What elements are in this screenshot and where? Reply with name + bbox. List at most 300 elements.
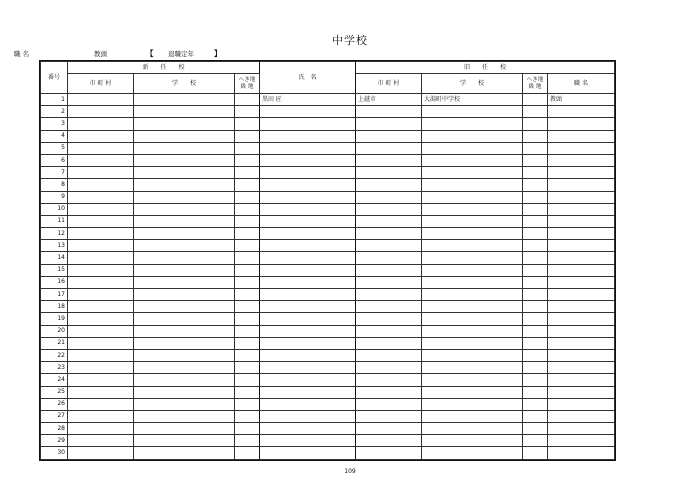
- personnel-table: [40, 61, 615, 460]
- old-school-cell: [422, 374, 523, 386]
- old-school-cell: [422, 435, 523, 447]
- name-cell: [260, 215, 356, 227]
- row-number: 8: [41, 179, 68, 191]
- old-school-cell: [422, 398, 523, 410]
- old-municipality-cell: [356, 435, 422, 447]
- row-number: 27: [41, 410, 68, 422]
- name-cell: [260, 362, 356, 374]
- old-remote-area-cell: [523, 410, 548, 422]
- position-cell: [548, 215, 615, 227]
- table-row: [41, 118, 615, 130]
- position-cell: [548, 179, 615, 191]
- new-remote-area-cell: [235, 398, 260, 410]
- old-municipality-cell: [356, 410, 422, 422]
- position-cell: [548, 301, 615, 313]
- old-school-cell: [422, 423, 523, 435]
- new-municipality-cell: [68, 179, 134, 191]
- old-municipality-cell: [356, 191, 422, 203]
- old-remote-area-cell: [523, 264, 548, 276]
- row-number: 11: [41, 215, 68, 227]
- old-municipality-cell: [356, 289, 422, 301]
- name-cell: [260, 264, 356, 276]
- new-school-cell: [134, 179, 235, 191]
- new-school-cell: [134, 203, 235, 215]
- new-municipality-cell: [68, 118, 134, 130]
- bracket-open: 【: [146, 49, 154, 58]
- old-municipality-cell: [356, 228, 422, 240]
- name-cell: [260, 118, 356, 130]
- header-name: 氏 名: [260, 62, 356, 94]
- new-school-cell: [134, 142, 235, 154]
- row-number: 1: [41, 94, 68, 106]
- name-cell: [260, 386, 356, 398]
- old-remote-area-cell: [523, 374, 548, 386]
- row-number: 19: [41, 313, 68, 325]
- old-school-cell: [422, 362, 523, 374]
- position-cell: [548, 289, 615, 301]
- old-municipality-cell: [356, 252, 422, 264]
- old-municipality-cell: [356, 203, 422, 215]
- old-school-cell: [422, 264, 523, 276]
- row-number: 9: [41, 191, 68, 203]
- name-cell: [260, 410, 356, 422]
- new-school-cell: [134, 325, 235, 337]
- new-remote-area-cell: [235, 106, 260, 118]
- new-remote-area-cell: [235, 301, 260, 313]
- new-municipality-cell: [68, 240, 134, 252]
- table-row: [41, 252, 615, 264]
- table-row: [41, 447, 615, 459]
- table-row: [41, 142, 615, 154]
- position-cell: [548, 228, 615, 240]
- new-municipality-cell: [68, 154, 134, 166]
- new-school-cell: [134, 228, 235, 240]
- old-school-cell: [422, 167, 523, 179]
- new-remote-area-cell: [235, 410, 260, 422]
- old-municipality-cell: [356, 447, 422, 459]
- page-number: 109: [344, 468, 356, 475]
- row-number: 3: [41, 118, 68, 130]
- row-number: 15: [41, 264, 68, 276]
- new-remote-area-cell: [235, 154, 260, 166]
- new-school-cell: [134, 362, 235, 374]
- new-school-cell: [134, 252, 235, 264]
- new-remote-area-cell: [235, 118, 260, 130]
- new-school-cell: [134, 154, 235, 166]
- old-remote-area-cell: [523, 276, 548, 288]
- new-municipality-cell: [68, 264, 134, 276]
- old-school-cell: [422, 118, 523, 130]
- new-municipality-cell: [68, 167, 134, 179]
- old-remote-area-cell: [523, 240, 548, 252]
- new-municipality-cell: [68, 106, 134, 118]
- table-row: [41, 154, 615, 166]
- new-municipality-cell: [68, 435, 134, 447]
- new-municipality-cell: [68, 337, 134, 349]
- old-municipality-cell: [356, 215, 422, 227]
- new-municipality-cell: [68, 289, 134, 301]
- new-school-cell: [134, 435, 235, 447]
- new-remote-area-cell: [235, 374, 260, 386]
- name-cell: 黒田 匠: [260, 94, 356, 106]
- position-cell: [548, 264, 615, 276]
- new-remote-area-cell: [235, 447, 260, 459]
- old-school-cell: [422, 154, 523, 166]
- new-remote-area-cell: [235, 191, 260, 203]
- row-number: 25: [41, 386, 68, 398]
- old-school-cell: [422, 301, 523, 313]
- new-municipality-cell: [68, 423, 134, 435]
- name-cell: [260, 252, 356, 264]
- old-remote-area-cell: [523, 301, 548, 313]
- old-municipality-cell: [356, 398, 422, 410]
- reason-value: 退職定年: [168, 50, 194, 58]
- old-municipality-cell: [356, 313, 422, 325]
- new-remote-area-cell: [235, 325, 260, 337]
- new-school-cell: [134, 289, 235, 301]
- header-old-school: 学 校: [422, 74, 523, 94]
- position-cell: [548, 203, 615, 215]
- new-school-cell: [134, 215, 235, 227]
- row-number: 4: [41, 130, 68, 142]
- old-remote-area-cell: [523, 289, 548, 301]
- new-school-cell: [134, 118, 235, 130]
- old-remote-area-cell: [523, 179, 548, 191]
- new-school-cell: [134, 423, 235, 435]
- table-row: [41, 386, 615, 398]
- name-cell: [260, 349, 356, 361]
- new-remote-area-cell: [235, 130, 260, 142]
- row-number: 17: [41, 289, 68, 301]
- page-title: 中学校: [332, 34, 368, 47]
- old-municipality-cell: [356, 423, 422, 435]
- old-remote-area-cell: [523, 337, 548, 349]
- header-old-remote-area: へき地 級 地: [523, 74, 548, 94]
- table-row: [41, 435, 615, 447]
- name-cell: [260, 167, 356, 179]
- name-cell: [260, 398, 356, 410]
- name-cell: [260, 435, 356, 447]
- table-row: [41, 301, 615, 313]
- old-municipality-cell: [356, 118, 422, 130]
- position-value: 教頭: [94, 50, 107, 58]
- new-municipality-cell: [68, 362, 134, 374]
- position-cell: [548, 240, 615, 252]
- old-municipality-cell: [356, 264, 422, 276]
- old-municipality-cell: [356, 130, 422, 142]
- old-school-cell: [422, 410, 523, 422]
- old-school-cell: [422, 203, 523, 215]
- row-number: 30: [41, 447, 68, 459]
- old-municipality-cell: [356, 337, 422, 349]
- new-remote-area-cell: [235, 264, 260, 276]
- table-row: [41, 215, 615, 227]
- header-new-remote-area: へき地 級 地: [235, 74, 260, 94]
- new-remote-area-cell: [235, 203, 260, 215]
- header-old-school-group: 旧 任 校: [356, 62, 615, 74]
- new-school-cell: [134, 264, 235, 276]
- new-municipality-cell: [68, 410, 134, 422]
- new-remote-area-cell: [235, 423, 260, 435]
- new-remote-area-cell: [235, 386, 260, 398]
- table-row: [41, 410, 615, 422]
- name-cell: [260, 228, 356, 240]
- new-school-cell: [134, 349, 235, 361]
- position-cell: [548, 337, 615, 349]
- old-municipality-cell: [356, 386, 422, 398]
- table-row: [41, 94, 615, 106]
- new-municipality-cell: [68, 191, 134, 203]
- new-municipality-cell: [68, 313, 134, 325]
- position-cell: [548, 374, 615, 386]
- table-row: [41, 325, 615, 337]
- row-number: 7: [41, 167, 68, 179]
- old-school-cell: [422, 325, 523, 337]
- row-number: 13: [41, 240, 68, 252]
- old-remote-area-cell: [523, 386, 548, 398]
- position-cell: [548, 252, 615, 264]
- old-municipality-cell: [356, 362, 422, 374]
- old-remote-area-cell: [523, 349, 548, 361]
- new-school-cell: [134, 276, 235, 288]
- table-row: [41, 264, 615, 276]
- new-remote-area-cell: [235, 228, 260, 240]
- row-number: 20: [41, 325, 68, 337]
- header-position: 職 名: [548, 74, 615, 94]
- new-municipality-cell: [68, 203, 134, 215]
- old-remote-area-cell: [523, 398, 548, 410]
- old-remote-area-cell: [523, 130, 548, 142]
- old-municipality-cell: [356, 374, 422, 386]
- new-school-cell: [134, 337, 235, 349]
- info-line: [14, 48, 614, 60]
- new-remote-area-cell: [235, 167, 260, 179]
- position-cell: [548, 154, 615, 166]
- new-municipality-cell: [68, 386, 134, 398]
- new-remote-area-cell: [235, 435, 260, 447]
- row-number: 10: [41, 203, 68, 215]
- new-municipality-cell: [68, 301, 134, 313]
- new-school-cell: [134, 94, 235, 106]
- old-school-cell: [422, 447, 523, 459]
- table-row: [41, 423, 615, 435]
- new-municipality-cell: [68, 94, 134, 106]
- old-municipality-cell: [356, 106, 422, 118]
- old-school-cell: [422, 215, 523, 227]
- new-remote-area-cell: [235, 179, 260, 191]
- name-cell: [260, 423, 356, 435]
- name-cell: [260, 301, 356, 313]
- old-remote-area-cell: [523, 435, 548, 447]
- name-cell: [260, 374, 356, 386]
- new-remote-area-cell: [235, 240, 260, 252]
- new-municipality-cell: [68, 215, 134, 227]
- row-number: 21: [41, 337, 68, 349]
- name-cell: [260, 191, 356, 203]
- position-cell: [548, 410, 615, 422]
- position-cell: [548, 106, 615, 118]
- old-school-cell: [422, 276, 523, 288]
- row-number: 5: [41, 142, 68, 154]
- table-row: [41, 203, 615, 215]
- old-municipality-cell: 上越市: [356, 94, 422, 106]
- position-cell: 教頭: [548, 94, 615, 106]
- row-number: 26: [41, 398, 68, 410]
- position-cell: [548, 118, 615, 130]
- position-cell: [548, 191, 615, 203]
- row-number: 6: [41, 154, 68, 166]
- name-cell: [260, 154, 356, 166]
- new-municipality-cell: [68, 325, 134, 337]
- new-school-cell: [134, 386, 235, 398]
- new-municipality-cell: [68, 447, 134, 459]
- bracket-close: 】: [214, 49, 222, 58]
- row-number: 16: [41, 276, 68, 288]
- table-row: [41, 313, 615, 325]
- new-remote-area-cell: [235, 313, 260, 325]
- table-row: [41, 289, 615, 301]
- position-cell: [548, 349, 615, 361]
- name-cell: [260, 447, 356, 459]
- header-row-group: [41, 62, 615, 74]
- position-cell: [548, 423, 615, 435]
- old-remote-area-cell: [523, 313, 548, 325]
- new-remote-area-cell: [235, 142, 260, 154]
- old-school-cell: [422, 142, 523, 154]
- old-municipality-cell: [356, 276, 422, 288]
- name-cell: [260, 179, 356, 191]
- row-number: 24: [41, 374, 68, 386]
- old-school-cell: [422, 228, 523, 240]
- table-row: [41, 179, 615, 191]
- old-municipality-cell: [356, 240, 422, 252]
- old-remote-area-cell: [523, 94, 548, 106]
- name-cell: [260, 325, 356, 337]
- new-school-cell: [134, 106, 235, 118]
- name-cell: [260, 203, 356, 215]
- old-remote-area-cell: [523, 325, 548, 337]
- position-cell: [548, 325, 615, 337]
- table-row: [41, 130, 615, 142]
- old-municipality-cell: [356, 167, 422, 179]
- row-number: 12: [41, 228, 68, 240]
- new-municipality-cell: [68, 142, 134, 154]
- old-remote-area-cell: [523, 118, 548, 130]
- new-remote-area-cell: [235, 276, 260, 288]
- old-remote-area-cell: [523, 252, 548, 264]
- position-cell: [548, 130, 615, 142]
- name-cell: [260, 289, 356, 301]
- new-school-cell: [134, 313, 235, 325]
- old-remote-area-cell: [523, 447, 548, 459]
- old-school-cell: [422, 386, 523, 398]
- old-school-cell: [422, 337, 523, 349]
- row-number: 14: [41, 252, 68, 264]
- header-new-school-group: 新 任 校: [68, 62, 260, 74]
- old-municipality-cell: [356, 349, 422, 361]
- old-remote-area-cell: [523, 191, 548, 203]
- table-row: [41, 362, 615, 374]
- row-number: 28: [41, 423, 68, 435]
- table-row: [41, 228, 615, 240]
- header-new-municipality: 市 町 村: [68, 74, 134, 94]
- old-remote-area-cell: [523, 167, 548, 179]
- position-cell: [548, 362, 615, 374]
- new-school-cell: [134, 301, 235, 313]
- new-municipality-cell: [68, 398, 134, 410]
- position-cell: [548, 167, 615, 179]
- new-remote-area-cell: [235, 349, 260, 361]
- new-school-cell: [134, 130, 235, 142]
- old-remote-area-cell: [523, 362, 548, 374]
- table-row: [41, 276, 615, 288]
- name-cell: [260, 240, 356, 252]
- old-remote-area-cell: [523, 203, 548, 215]
- new-school-cell: [134, 447, 235, 459]
- table-row: [41, 398, 615, 410]
- old-school-cell: [422, 179, 523, 191]
- name-cell: [260, 313, 356, 325]
- old-municipality-cell: [356, 301, 422, 313]
- old-remote-area-cell: [523, 215, 548, 227]
- old-school-cell: [422, 240, 523, 252]
- name-cell: [260, 106, 356, 118]
- position-cell: [548, 398, 615, 410]
- table-row: [41, 191, 615, 203]
- new-school-cell: [134, 398, 235, 410]
- old-school-cell: [422, 252, 523, 264]
- row-number: 2: [41, 106, 68, 118]
- new-municipality-cell: [68, 276, 134, 288]
- old-municipality-cell: [356, 142, 422, 154]
- row-number: 22: [41, 349, 68, 361]
- position-cell: [548, 142, 615, 154]
- new-municipality-cell: [68, 349, 134, 361]
- name-cell: [260, 130, 356, 142]
- new-remote-area-cell: [235, 252, 260, 264]
- old-school-cell: [422, 106, 523, 118]
- old-school-cell: 大潟町中学校: [422, 94, 523, 106]
- old-remote-area-cell: [523, 106, 548, 118]
- row-number: 18: [41, 301, 68, 313]
- new-municipality-cell: [68, 252, 134, 264]
- table-row: [41, 167, 615, 179]
- header-old-municipality: 市 町 村: [356, 74, 422, 94]
- new-school-cell: [134, 191, 235, 203]
- table-row: [41, 337, 615, 349]
- old-school-cell: [422, 130, 523, 142]
- table-row: [41, 106, 615, 118]
- position-cell: [548, 447, 615, 459]
- name-cell: [260, 142, 356, 154]
- new-remote-area-cell: [235, 337, 260, 349]
- old-school-cell: [422, 349, 523, 361]
- name-cell: [260, 276, 356, 288]
- position-cell: [548, 435, 615, 447]
- new-remote-area-cell: [235, 362, 260, 374]
- old-remote-area-cell: [523, 423, 548, 435]
- old-remote-area-cell: [523, 154, 548, 166]
- table-row: [41, 240, 615, 252]
- old-remote-area-cell: [523, 142, 548, 154]
- position-cell: [548, 276, 615, 288]
- new-municipality-cell: [68, 130, 134, 142]
- row-number: 29: [41, 435, 68, 447]
- old-municipality-cell: [356, 325, 422, 337]
- new-municipality-cell: [68, 228, 134, 240]
- header-number: 番号: [41, 62, 68, 94]
- old-school-cell: [422, 313, 523, 325]
